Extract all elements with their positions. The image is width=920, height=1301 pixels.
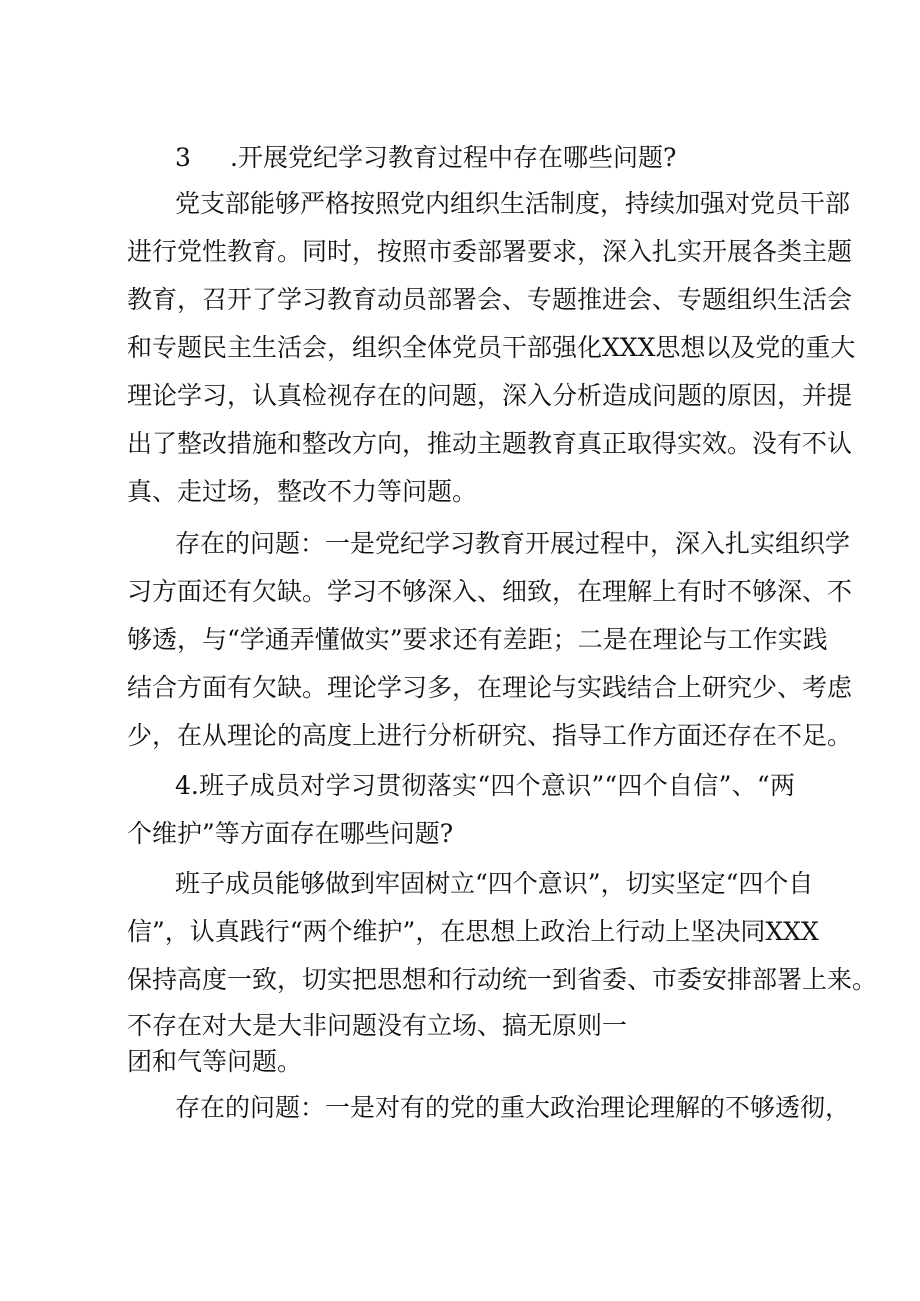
section-4-heading-line-1: 4.班子成员对学习贯彻落实“四个意识”“四个自信”、“两	[175, 771, 795, 800]
section-3-heading: .开展党纪学习教育过程中存在哪些问题?	[230, 143, 677, 172]
paragraph-2-line-5: 少，在从理论的高度上进行分析研究、指导工作方面还存在不足。	[127, 721, 853, 750]
section-3-number: 3	[175, 143, 191, 172]
paragraph-1-line-2: 进行党性教育。同时，按照市委部署要求，深入扎实开展各类主题	[127, 237, 853, 266]
paragraph-2-line-3: 够透，与“学通弄懂做实”要求还有差距；二是在理论与工作实践	[127, 625, 828, 654]
paragraph-1-line-7: 真、走过场，整改不力等问题。	[127, 477, 478, 506]
paragraph-1-line-1: 党支部能够严格按照党内组织生活制度，持续加强对党员干部	[175, 189, 851, 218]
section-4-heading-line-2: 个维护”等方面存在哪些问题?	[127, 819, 454, 848]
paragraph-2-line-2: 习方面还有欠缺。学习不够深入、细致，在理解上有时不够深、不	[127, 577, 853, 606]
paragraph-1-line-5: 理论学习，认真检视存在的问题，深入分析造成问题的原因，并提	[127, 381, 853, 410]
paragraph-3-line-3: 保持高度一致，切实把思想和行动统一到省委、市委安排部署上来。	[127, 965, 878, 994]
paragraph-1-line-4: 和专题民主生活会，组织全体党员干部强化XXX思想以及党的重大	[127, 333, 856, 362]
paragraph-1-line-3: 教育，召开了学习教育动员部署会、专题推进会、专题组织生活会	[127, 285, 853, 314]
paragraph-2-line-4: 结合方面有欠缺。理论学习多，在理论与实践结合上研究少、考虑	[127, 673, 853, 702]
paragraph-1-line-6: 出了整改措施和整改方向，推动主题教育真正取得实效。没有不认	[127, 429, 853, 458]
paragraph-4-line-1: 存在的问题：一是对有的党的重大政治理论理解的不够透彻，	[175, 1093, 851, 1122]
paragraph-2-line-1: 存在的问题：一是党纪学习教育开展过程中，深入扎实组织学	[175, 529, 851, 558]
paragraph-3-line-1: 班子成员能够做到牢固树立“四个意识”，切实坚定“四个自	[175, 869, 814, 898]
paragraph-3-line-5: 团和气等问题。	[127, 1047, 303, 1076]
paragraph-3-line-4: 不存在对大是大非问题没有立场、搞无原则一	[127, 1011, 628, 1040]
paragraph-3-line-2: 信”，认真践行“两个维护”，在思想上政治上行动上坚决同XXX	[127, 917, 819, 946]
